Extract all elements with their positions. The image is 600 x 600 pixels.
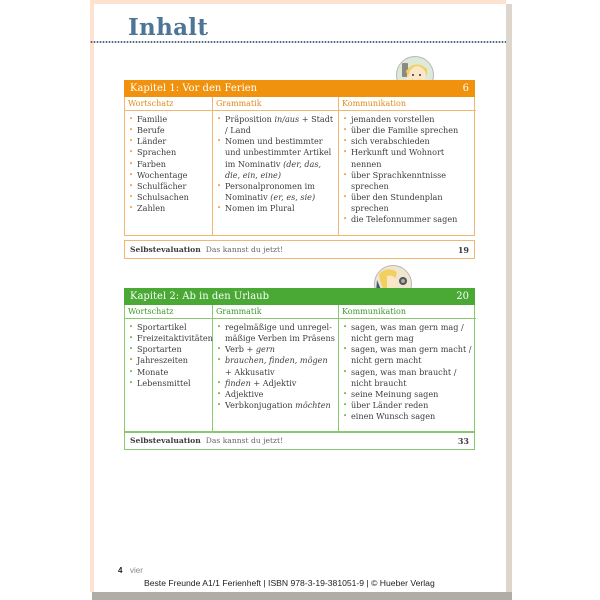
page-shadow-right [506, 4, 512, 596]
selbstevaluation-label: Selbstevaluation [130, 245, 201, 254]
list-item: • Verb + gern [216, 344, 335, 355]
list-item: • Berufe [128, 125, 209, 136]
page-title: Inhalt [128, 14, 209, 41]
selbstevaluation-text: Das kannst du jetzt! [205, 245, 284, 254]
grammatik-column [213, 97, 339, 235]
chapter-1-page: 6 [462, 83, 469, 94]
grammatik-header: Grammatik [213, 97, 338, 111]
list-item: • Adjektive [216, 389, 335, 400]
selbstevaluation-label: Selbstevaluation [130, 436, 201, 445]
wortschatz-header: Wortschatz [125, 97, 212, 111]
list-item: • finden + Adjektiv [216, 378, 335, 389]
chapter-1-header[interactable] [124, 80, 475, 97]
list-item: • Personalpronomen im Nominativ (er, es, sie) [216, 181, 335, 203]
wortschatz-list [125, 111, 212, 218]
list-item: • Nomen und bestimmter und unbestimmter Artikel im Nominativ (der, das, die, ein, eine) [216, 136, 335, 181]
grammatik-header: Grammatik [213, 305, 338, 319]
wortschatz-column [125, 305, 213, 432]
list-item: • Jahreszeiten [128, 355, 209, 366]
chapter-1-table [124, 97, 475, 236]
wortschatz-list [125, 319, 212, 393]
footer-page-word: vier [130, 566, 143, 575]
list-item: • Schulsachen [128, 192, 209, 203]
list-item: • einen Wunsch sagen [342, 411, 473, 422]
chapter-1-title: Kapitel 1: Vor den Ferien [130, 83, 258, 94]
kommunikation-column [339, 97, 476, 235]
chapter-1 [124, 80, 475, 236]
footer-imprint: Beste Freunde A1/1 Ferienheft | ISBN 978-3-19-381051-9 | © Hueber Verlag [144, 578, 435, 588]
chapter-2-page: 20 [456, 291, 469, 302]
list-item: • über den Stundenplan sprechen [342, 192, 473, 214]
list-item: • sich verabschieden [342, 136, 473, 147]
wortschatz-header: Wortschatz [125, 305, 212, 319]
list-item: • Freizeitaktivitäten [128, 333, 209, 344]
list-item: • sagen, was man gern macht / nicht gern macht [342, 344, 473, 366]
list-item: • Nomen im Plural [216, 203, 335, 214]
grammatik-list [213, 319, 338, 415]
kommunikation-header: Kommunikation [339, 305, 476, 319]
chapter-2 [124, 288, 475, 433]
page-shadow-bottom [92, 592, 512, 600]
list-item: • über Sprachkenntnisse sprechen [342, 170, 473, 192]
list-item: • Familie [128, 114, 209, 125]
list-item: • Herkunft und Wohnort nennen [342, 147, 473, 169]
grammatik-column [213, 305, 339, 432]
list-item: • sagen, was man gern mag / nicht gern mag [342, 322, 473, 344]
kommunikation-header: Kommunikation [339, 97, 476, 111]
list-item: • Monate [128, 367, 209, 378]
list-item: • Verbkonjugation möchten [216, 400, 335, 411]
selbstevaluation-page: 33 [457, 435, 469, 446]
list-item: • Sportartikel [128, 322, 209, 333]
kommunikation-column [339, 305, 476, 432]
chapter-1-selbstevaluation[interactable] [124, 240, 475, 259]
list-item: • jemanden vorstellen [342, 114, 473, 125]
list-item: • Schulfächer [128, 181, 209, 192]
chapter-2-selbstevaluation[interactable] [124, 431, 475, 450]
list-item: • Farben [128, 159, 209, 170]
list-item: • über Länder reden [342, 400, 473, 411]
title-dotted-divider [90, 41, 506, 43]
list-item: • Zahlen [128, 203, 209, 214]
list-item: • Sportarten [128, 344, 209, 355]
list-item: • seine Meinung sagen [342, 389, 473, 400]
list-item: • über die Familie sprechen [342, 125, 473, 136]
chapter-2-header[interactable] [124, 288, 475, 305]
list-item: • Länder [128, 136, 209, 147]
wortschatz-column [125, 97, 213, 235]
document-page [90, 0, 506, 592]
list-item: • Präposition in/aus + Stadt / Land [216, 114, 335, 136]
list-item: • Sprachen [128, 147, 209, 158]
chapter-2-title: Kapitel 2: Ab in den Urlaub [130, 291, 270, 302]
list-item: • die Telefonnummer sagen [342, 214, 473, 225]
selbstevaluation-text: Das kannst du jetzt! [205, 436, 284, 445]
grammatik-list [213, 111, 338, 218]
footer-page-number: 4 [118, 566, 123, 575]
list-item: • Lebensmittel [128, 378, 209, 389]
list-item: • sagen, was man braucht / nicht braucht [342, 367, 473, 389]
page-content [94, 4, 506, 592]
list-item: • Wochentage [128, 170, 209, 181]
selbstevaluation-page: 19 [457, 244, 469, 255]
list-item: • brauchen, finden, mögen + Akkusativ [216, 355, 335, 377]
chapter-2-table [124, 305, 475, 433]
list-item: • regelmäßige und unregel-mäßige Verben im Präsens [216, 322, 335, 344]
kommunikation-list [339, 111, 476, 230]
kommunikation-list [339, 319, 476, 426]
